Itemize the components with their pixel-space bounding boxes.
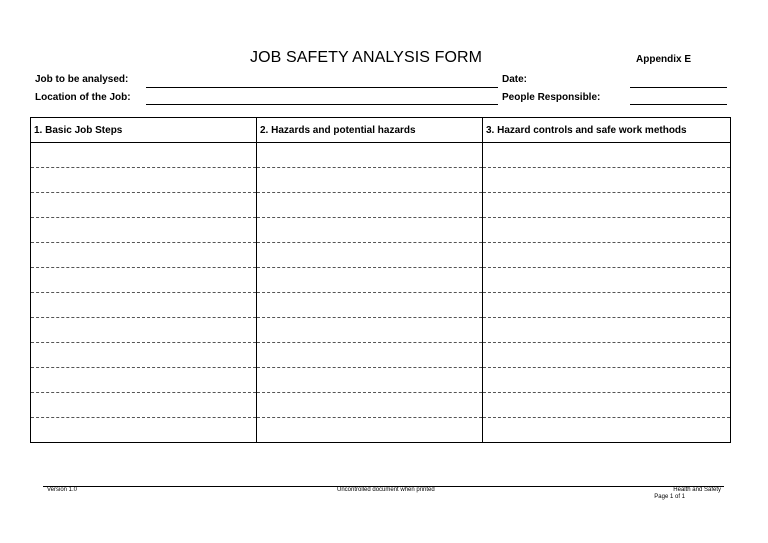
table-cell[interactable] <box>483 218 731 243</box>
table-row <box>31 418 731 443</box>
footer-notice: Uncontrolled document when printed <box>337 487 435 493</box>
people-label: People Responsible: <box>502 92 601 103</box>
analysis-table <box>30 117 731 443</box>
table-cell[interactable] <box>483 418 731 443</box>
table-cell[interactable] <box>257 393 483 418</box>
table-cell[interactable] <box>31 393 257 418</box>
table-row <box>31 168 731 193</box>
table-cell[interactable] <box>483 193 731 218</box>
form-title: JOB SAFETY ANALYSIS FORM <box>250 49 483 66</box>
table-cell[interactable] <box>483 293 731 318</box>
table-cell[interactable] <box>483 268 731 293</box>
footer-version: Version 1.0 <box>47 487 78 493</box>
date-field-line[interactable] <box>630 87 727 88</box>
table-cell[interactable] <box>31 343 257 368</box>
table-row <box>31 393 731 418</box>
table-cell[interactable] <box>257 318 483 343</box>
footer-department: Health and Safety <box>673 487 721 493</box>
table-row <box>31 193 731 218</box>
table-cell[interactable] <box>31 193 257 218</box>
table-cell[interactable] <box>483 168 731 193</box>
table-row <box>31 293 731 318</box>
table-row <box>31 268 731 293</box>
table-cell[interactable] <box>31 268 257 293</box>
table-cell[interactable] <box>257 143 483 168</box>
table-cell[interactable] <box>483 143 731 168</box>
table-cell[interactable] <box>483 243 731 268</box>
table-cell[interactable] <box>257 193 483 218</box>
job-field-line[interactable] <box>146 87 498 88</box>
table-cell[interactable] <box>257 243 483 268</box>
table-cell[interactable] <box>483 368 731 393</box>
date-label: Date: <box>502 74 528 85</box>
location-label: Location of the Job: <box>35 92 131 103</box>
table-cell[interactable] <box>483 393 731 418</box>
table-cell[interactable] <box>257 368 483 393</box>
table-header-row <box>31 118 731 143</box>
footer-page: Page 1 of 1 <box>654 494 685 500</box>
table-cell[interactable] <box>257 343 483 368</box>
job-label: Job to be analysed: <box>35 74 129 85</box>
appendix-label: Appendix E <box>636 54 692 65</box>
table-row <box>31 218 731 243</box>
table-cell[interactable] <box>31 293 257 318</box>
table-cell[interactable] <box>31 318 257 343</box>
table-cell[interactable] <box>257 218 483 243</box>
table-cell[interactable] <box>257 418 483 443</box>
table-cell[interactable] <box>31 243 257 268</box>
table-cell[interactable] <box>31 418 257 443</box>
table-row <box>31 318 731 343</box>
table-cell[interactable] <box>483 318 731 343</box>
table-cell[interactable] <box>257 268 483 293</box>
column-header-controls: 3. Hazard controls and safe work methods <box>483 118 731 143</box>
table-row <box>31 243 731 268</box>
table-row <box>31 343 731 368</box>
column-header-hazards: 2. Hazards and potential hazards <box>257 118 483 143</box>
table-cell[interactable] <box>31 218 257 243</box>
table-row <box>31 368 731 393</box>
location-field-line[interactable] <box>146 104 498 105</box>
table-cell[interactable] <box>31 168 257 193</box>
table-cell[interactable] <box>483 343 731 368</box>
table-row <box>31 143 731 168</box>
table-cell[interactable] <box>257 293 483 318</box>
column-header-job-steps: 1. Basic Job Steps <box>31 118 257 143</box>
table-cell[interactable] <box>31 368 257 393</box>
people-field-line[interactable] <box>630 104 727 105</box>
table-cell[interactable] <box>31 143 257 168</box>
table-cell[interactable] <box>257 168 483 193</box>
